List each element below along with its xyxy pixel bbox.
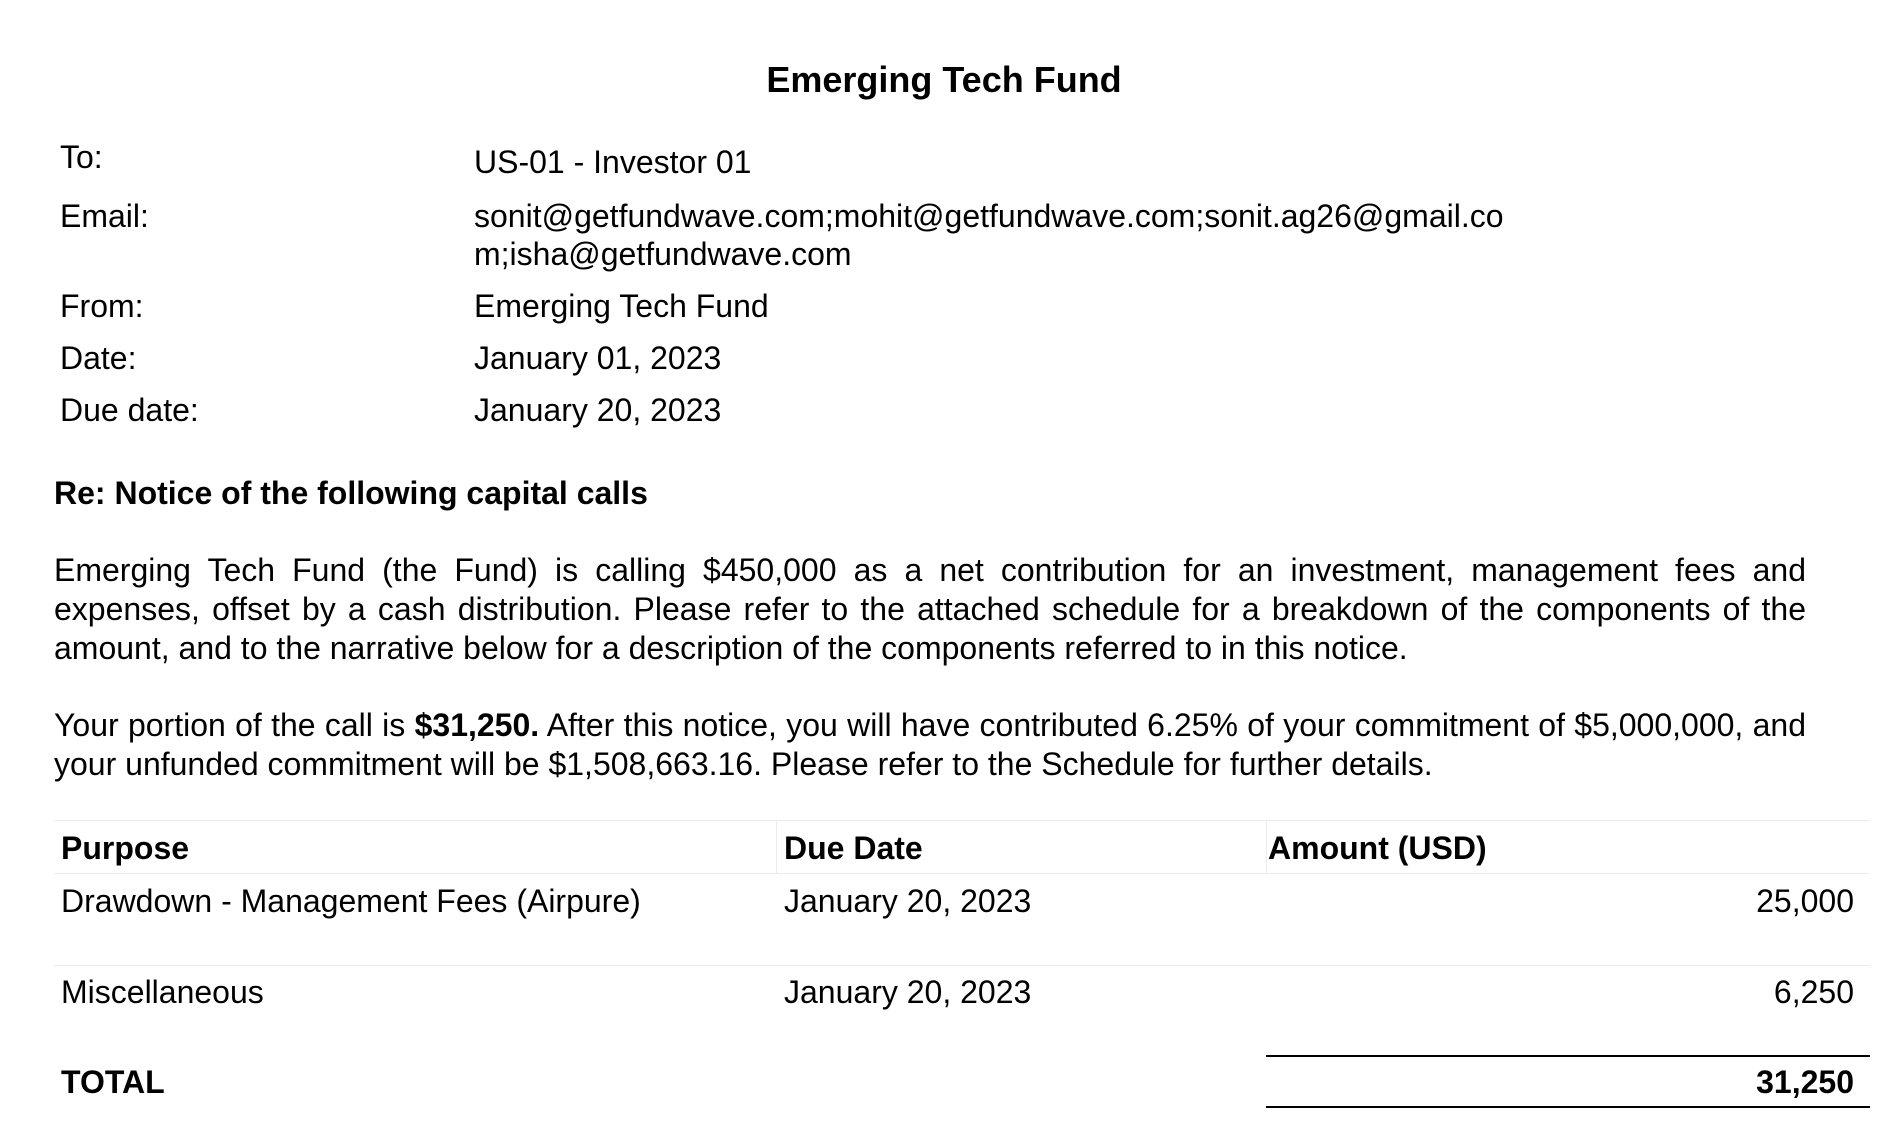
table-col-divider <box>776 820 777 873</box>
header-due-date: Due Date <box>784 830 923 866</box>
paragraph-call-summary: Emerging Tech Fund (the Fund) is calling $450,000 as a net contribution for an investment, management fees and expenses, offset by a cash distribution. Please refer to the attached schedule for a breakdown of the components of the amount, and to the narrative below for a description of the components referred to in this notice. <box>54 552 1806 666</box>
row-amount: 6,250 <box>1773 974 1854 1010</box>
email-label: Email: <box>60 198 149 234</box>
email-value: sonit@getfundwave.com;mohit@getfundwave.com;sonit.ag26@gmail.com;isha@getfundwave.com <box>474 198 1504 272</box>
due-date-label: Due date: <box>60 392 199 428</box>
row-amount: 25,000 <box>1756 883 1854 919</box>
table-row-rule <box>54 965 1870 966</box>
to-value: US-01 - Investor 01 <box>474 144 752 180</box>
total-top-rule <box>1266 1055 1870 1057</box>
table-header-rule <box>54 873 1870 874</box>
date-value: January 01, 2023 <box>474 340 722 376</box>
from-label: From: <box>60 288 144 324</box>
header-amount: Amount (USD) <box>1268 830 1487 866</box>
portion-prefix: Your portion of the call is <box>54 707 415 743</box>
row-purpose: Drawdown - Management Fees (Airpure) <box>61 883 641 919</box>
re-heading: Re: Notice of the following capital calls <box>54 475 648 511</box>
table-col-divider <box>1266 820 1267 873</box>
from-value: Emerging Tech Fund <box>474 288 769 324</box>
portion-suffix: After this notice, you will have contributed 6.25% of your commitment of $5,000,000, and your unfunded commitment will be $1,508,663.16. Please refer to the Schedule for further details. <box>54 707 1807 782</box>
total-amount: 31,250 <box>1756 1064 1854 1100</box>
paragraph-investor-portion <box>54 706 1806 784</box>
row-due-date: January 20, 2023 <box>784 883 1032 919</box>
to-label: To: <box>60 139 103 175</box>
date-label: Date: <box>60 340 137 376</box>
row-purpose: Miscellaneous <box>61 974 264 1010</box>
row-due-date: January 20, 2023 <box>784 974 1032 1010</box>
total-bottom-rule <box>1266 1106 1870 1108</box>
header-purpose: Purpose <box>61 830 190 866</box>
due-date-value: January 20, 2023 <box>474 392 722 428</box>
total-label: TOTAL <box>61 1064 165 1100</box>
table-top-rule <box>54 820 1870 821</box>
fund-title: Emerging Tech Fund <box>766 59 1122 100</box>
portion-amount: $31,250. <box>414 707 540 743</box>
